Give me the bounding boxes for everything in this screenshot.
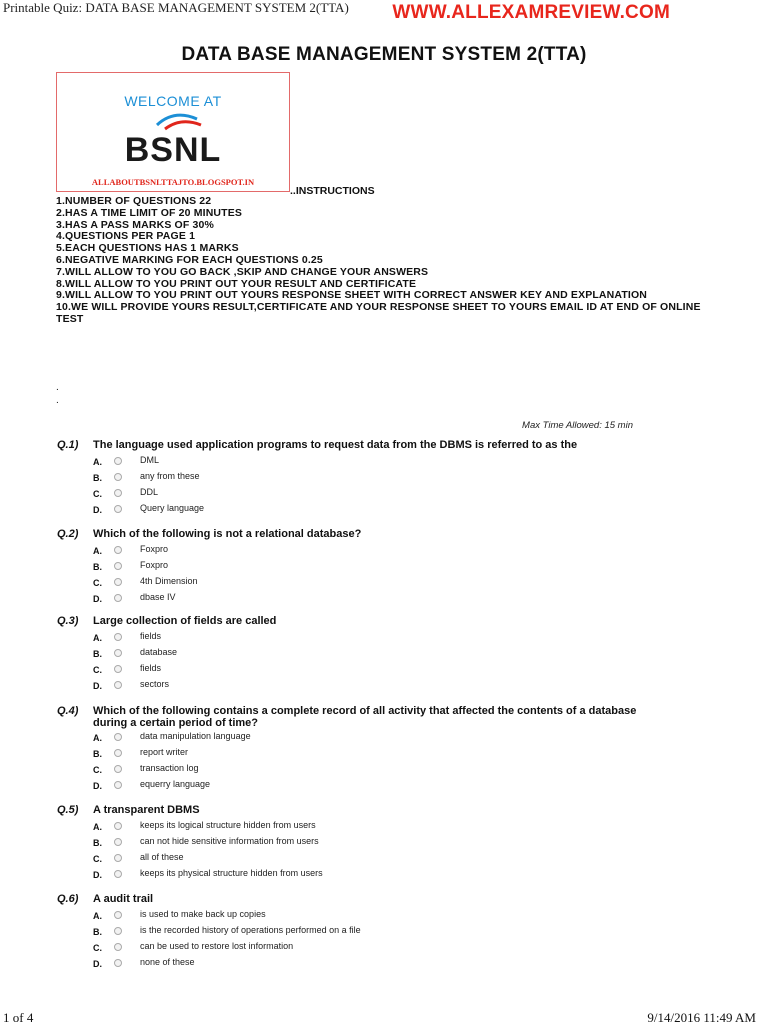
site-watermark: WWW.ALLEXAMREVIEW.COM [392,2,670,23]
instructions-list [56,196,706,326]
radio-button[interactable] [114,927,122,935]
print-datetime: 9/14/2016 11:49 AM [647,1010,756,1025]
question-number: Q.4) [57,705,79,717]
question-text: Which of the following contains a complete record of all activity that affected the contents of a database during a certain period of time? [93,705,637,729]
option-text: can not hide sensitive information from users [140,836,319,846]
option-text: dbase IV [140,592,176,602]
logo-welcome-text: WELCOME AT [124,93,222,109]
option-text: is used to make back up copies [140,909,266,919]
instruction-item: 3.HAS A PASS MARKS OF 30% [56,218,214,231]
option-letter: B. [93,649,102,659]
question-number: Q.3) [57,615,79,627]
option-text: Foxpro [140,544,169,554]
bsnl-logo-banner [56,72,290,192]
logo-brand-text: BSNL [124,131,222,169]
answer-option[interactable] [57,852,457,866]
answer-option[interactable] [57,868,457,882]
radio-button[interactable] [114,781,122,789]
radio-button[interactable] [114,854,122,862]
page-title: DATA BASE MANAGEMENT SYSTEM 2(TTA) [181,44,587,65]
dot: . [56,382,59,393]
instruction-item: 5.EACH QUESTIONS HAS 1 MARKS [56,242,239,255]
radio-button[interactable] [114,562,122,570]
radio-button[interactable] [114,633,122,641]
radio-button[interactable] [114,594,122,602]
radio-button[interactable] [114,473,122,481]
instruction-item: 7.WILL ALLOW TO YOU GO BACK ,SKIP AND CHANGE YOUR ANSWERS [56,265,429,278]
radio-button[interactable] [114,489,122,497]
option-letter: A. [93,822,102,832]
option-text: transaction log [140,763,199,773]
radio-button[interactable] [114,649,122,657]
radio-button[interactable] [114,911,122,919]
answer-option[interactable] [57,503,457,517]
instructions-heading: ..INSTRUCTIONS [290,185,375,197]
answer-option[interactable] [57,471,457,485]
answer-option[interactable] [57,679,457,693]
option-text: can be used to restore lost information [140,941,294,951]
option-letter: D. [93,681,102,691]
option-text: data manipulation language [140,731,251,741]
dot: . [56,395,59,406]
radio-button[interactable] [114,765,122,773]
answer-option[interactable] [57,941,457,955]
question-text: A transparent DBMS [93,804,200,816]
question-number: Q.5) [57,804,79,816]
instruction-item: 10.WE WILL PROVIDE YOURS RESULT,CERTIFICATE AND YOUR RESPONSE SHEET TO YOURS EMAIL ID AT END OF ONLINE TEST [56,301,701,325]
option-text: keeps its physical structure hidden from users [140,868,323,878]
option-letter: D. [93,959,102,969]
radio-button[interactable] [114,546,122,554]
answer-option[interactable] [57,455,457,469]
option-letter: C. [93,943,102,953]
instruction-item: 2.HAS A TIME LIMIT OF 20 MINUTES [56,206,243,219]
radio-button[interactable] [114,457,122,465]
option-text: 4th Dimension [140,576,198,586]
instruction-item: 9.WILL ALLOW TO YOU PRINT OUT YOURS RESPONSE SHEET WITH CORRECT ANSWER KEY AND EXPLANATION [56,289,648,302]
radio-button[interactable] [114,959,122,967]
question-number: Q.6) [57,893,79,905]
answer-option[interactable] [57,544,457,558]
option-letter: C. [93,665,102,675]
answer-option[interactable] [57,576,457,590]
option-letter: A. [93,633,102,643]
option-letter: D. [93,505,102,515]
option-text: fields [140,663,162,673]
instruction-item: 8.WILL ALLOW TO YOU PRINT OUT YOUR RESULT AND CERTIFICATE [56,277,417,290]
option-text: all of these [140,852,184,862]
option-letter: B. [93,838,102,848]
answer-option[interactable] [57,747,457,761]
answer-option[interactable] [57,663,457,677]
answer-option[interactable] [57,731,457,745]
instruction-item: 4.QUESTIONS PER PAGE 1 [56,230,196,243]
option-text: database [140,647,178,657]
separator-dots [56,381,59,407]
radio-button[interactable] [114,943,122,951]
answer-option[interactable] [57,560,457,574]
option-text: equerry language [140,779,211,789]
question-number: Q.1) [57,439,79,451]
option-letter: B. [93,927,102,937]
answer-option[interactable] [57,631,457,645]
option-letter: C. [93,854,102,864]
option-letter: B. [93,473,102,483]
option-letter: A. [93,733,102,743]
print-header-title: Printable Quiz: DATA BASE MANAGEMENT SYSTEM 2(TTA) [3,0,349,15]
option-text: keeps its logical structure hidden from users [140,820,316,830]
option-letter: C. [93,578,102,588]
option-text: DDL [140,487,159,497]
instruction-item: 6.NEGATIVE MARKING FOR EACH QUESTIONS 0.25 [56,253,323,266]
logo-blog-url: ALLABOUTBSNLTTAJTO.BLOGSPOT.IN [91,177,255,187]
answer-option[interactable] [57,925,457,939]
radio-button[interactable] [114,505,122,513]
question-text: Which of the following is not a relational database? [93,528,362,540]
option-letter: A. [93,911,102,921]
option-letter: B. [93,562,102,572]
radio-button[interactable] [114,822,122,830]
answer-option[interactable] [57,820,457,834]
option-letter: D. [93,594,102,604]
answer-option[interactable] [57,592,457,606]
option-text: none of these [140,957,195,967]
radio-button[interactable] [114,749,122,757]
question-text: Large collection of fields are called [93,615,277,627]
question-text: The language used application programs to request data from the DBMS is referred to as the [93,439,578,451]
option-text: Query language [140,503,205,513]
option-letter: D. [93,870,102,880]
option-letter: B. [93,749,102,759]
radio-button[interactable] [114,578,122,586]
option-text: DML [140,455,160,465]
option-letter: A. [93,546,102,556]
instruction-item: 1.NUMBER OF QUESTIONS 22 [56,195,212,207]
option-letter: C. [93,489,102,499]
radio-button[interactable] [114,665,122,673]
option-text: any from these [140,471,200,481]
answer-option[interactable] [57,647,457,661]
answer-option[interactable] [57,909,457,923]
option-letter: D. [93,781,102,791]
radio-button[interactable] [114,870,122,878]
answer-option[interactable] [57,487,457,501]
option-letter: C. [93,765,102,775]
question-text: A audit trail [93,893,154,905]
page-number: 1 of 4 [3,1010,34,1025]
option-text: fields [140,631,162,641]
question-number: Q.2) [57,528,79,540]
radio-button[interactable] [114,838,122,846]
option-text: sectors [140,679,170,689]
option-text: report writer [140,747,189,757]
answer-option[interactable] [57,779,457,793]
radio-button[interactable] [114,681,122,689]
answer-option[interactable] [57,836,457,850]
option-text: is the recorded history of operations performed on a file [140,925,361,935]
answer-option[interactable] [57,763,457,777]
option-text: Foxpro [140,560,169,570]
radio-button[interactable] [114,733,122,741]
option-letter: A. [93,457,102,467]
answer-option[interactable] [57,957,457,971]
max-time-label: Max Time Allowed: 15 min [522,420,633,431]
